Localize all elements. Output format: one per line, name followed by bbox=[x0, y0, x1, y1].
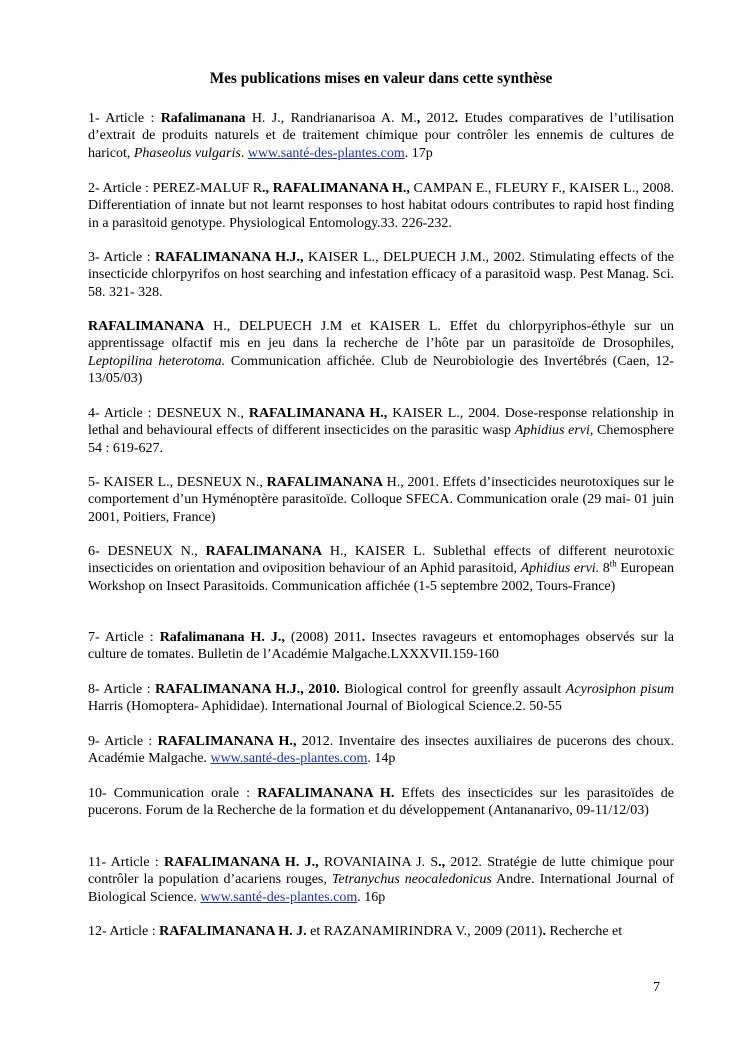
author-highlight: RAFALIMANANA H. bbox=[257, 786, 395, 801]
author-highlight: ., bbox=[262, 181, 270, 196]
author-highlight: RAFALIMANANA bbox=[88, 319, 205, 334]
entry-text: 11- Article : bbox=[88, 855, 165, 870]
entry-text: et RAZANAMIRINDRA V., 2009 (2011) bbox=[306, 924, 543, 939]
publication-entry bbox=[88, 180, 674, 232]
author-highlight: RAFALIMANANA bbox=[266, 475, 383, 490]
entry-text: 1- Article : bbox=[88, 111, 161, 126]
publication-entry bbox=[88, 249, 674, 301]
publication-entry bbox=[88, 629, 674, 664]
entry-text: KAISER L., 2004. Dose-response relationship in lethal and behavioural effects of different insecticides on the parasitic wasp bbox=[88, 406, 674, 439]
entry-text: 3- Article : bbox=[88, 250, 156, 265]
entry-text: Biological control for greenfly assault bbox=[339, 682, 566, 697]
entry-text: 6- DESNEUX N., bbox=[88, 544, 206, 559]
website-link[interactable]: www.santé-des-plantes.com bbox=[247, 145, 405, 161]
entry-text: 8- Article : bbox=[88, 682, 156, 697]
entry-text: . 14p bbox=[367, 751, 396, 767]
entry-text: 9- Article : bbox=[88, 734, 158, 749]
entry-text: ROVANIAINA J. S bbox=[318, 855, 439, 870]
entry-text: H., DELPUECH J.M et KAISER L. Effet du chlorpyriphos-éthyle sur un apprentissage olfactif mis en jeu dans la recherche de l’hôte par un parasitoïde de Drosophiles, bbox=[88, 319, 674, 352]
entry-text: . 16p bbox=[357, 889, 386, 905]
entry-text: Andre. International Journal of Biological Science. bbox=[88, 872, 674, 905]
author-highlight: ., bbox=[438, 855, 446, 870]
author-highlight: . bbox=[542, 924, 546, 939]
entry-text: 2012. Inventaire des insectes auxiliaires de pucerons des choux. Académie Malgache. bbox=[88, 734, 674, 767]
publication-entry bbox=[88, 474, 674, 526]
entry-text: . bbox=[240, 145, 248, 161]
author-highlight: . bbox=[454, 111, 459, 126]
website-link[interactable]: www.santé-des-plantes.com bbox=[210, 751, 368, 767]
entry-text: Communication affichée. Club de Neurobiologie des Invertébrés (Caen, 12-13/05/03) bbox=[88, 353, 674, 386]
publication-entry bbox=[88, 405, 674, 457]
entry-text: H., KAISER L. Sublethal effects of different neurotoxic insecticides on orientation and oviposition behaviour of an Aphid parasitoid, bbox=[88, 544, 674, 577]
author-highlight: RAFALIMANANA H. J. bbox=[159, 924, 307, 939]
species-name: Acyrosiphon pisum bbox=[565, 682, 674, 697]
entry-text: Harris (Homoptera- Aphididae). International Journal of Biological Science.2. 50-55 bbox=[88, 699, 562, 715]
entry-text: 2012 bbox=[420, 111, 455, 126]
entry-text: H., 2001. Effets d’insecticides neurotoxiques sur le comportement d’un Hyménoptère parasitoïde. Colloque SFECA. Communication orale (29 mai- 01 juin 2001, Poitiers, France) bbox=[88, 475, 675, 525]
species-name: Leptopilina heterotoma. bbox=[88, 353, 226, 369]
author-highlight: RAFALIMANANA H., bbox=[272, 181, 410, 196]
publication-entry bbox=[88, 733, 674, 768]
entry-text: European Workshop on Insect Parasitoids. Communication affichée (1-5 septembre 2002, Tours-France) bbox=[88, 561, 674, 594]
author-highlight: RAFALIMANANA bbox=[205, 544, 323, 559]
entry-text: H. J., Randrianarisoa A. M. bbox=[245, 111, 417, 126]
entry-text: Etudes comparatives de l’utilisation d’extrait de produits naturels et de traitement chimique pour contrôler les ennemis de cultures de haricot, bbox=[88, 111, 674, 161]
entry-text: (2008) 2011 bbox=[284, 630, 362, 645]
entry-text: , Chemosphere 54 : 619-627. bbox=[88, 423, 675, 456]
author-highlight: RAFALIMANANA H., bbox=[248, 406, 388, 421]
entry-text: 7- Article : bbox=[88, 630, 160, 645]
entry-text: KAISER L., DELPUECH J.M., 2002. Stimulating effects of the insecticide chlorpyrifos on host searching and infestation efficacy of a parasitoid wasp. Pest Manag. Sci. 58. 321- 328. bbox=[88, 250, 674, 300]
publication-entry bbox=[88, 681, 674, 716]
entry-text: 2012. Stratégie de lutte chimique pour contrôler la population d’acariens rouges, bbox=[88, 855, 674, 888]
entry-text: 2- Article : PEREZ-MALUF R bbox=[88, 181, 263, 196]
author-highlight: RAFALIMANANA H., bbox=[157, 734, 297, 749]
entry-text: CAMPAN E., FLEURY F., KAISER L., 2008. Differentiation of innate but not learnt responses to host habitat odours contributes to rapid host finding in a parasitoid genotype. Physiological Entomology.33. 226-232. bbox=[88, 181, 675, 231]
entry-text: . 17p bbox=[404, 145, 433, 161]
author-highlight: RAFALIMANANA H.J., 2010. bbox=[155, 682, 340, 697]
publication-entry bbox=[88, 923, 674, 940]
entry-text: 4- Article : DESNEUX N., bbox=[88, 406, 249, 421]
entry-text: Insectes ravageurs et entomophages observés sur la culture de tomates. Bulletin de l’Académie Malgache.LXXXVII.159-160 bbox=[88, 630, 674, 663]
author-highlight: Rafalimanana H. J., bbox=[159, 630, 285, 645]
species-name: Aphidius ervi. bbox=[520, 561, 600, 577]
species-name: Phaseolus vulgaris bbox=[133, 145, 241, 161]
author-highlight: RAFALIMANANA H.J., bbox=[155, 250, 304, 265]
publication-entry bbox=[88, 854, 674, 906]
author-highlight: . bbox=[361, 630, 366, 645]
species-name: Aphidius ervi bbox=[514, 423, 590, 439]
entry-text: 5- KAISER L., DESNEUX N., bbox=[88, 475, 267, 490]
species-name: Tetranychus neocaledonicus bbox=[331, 872, 492, 888]
publication-entry bbox=[88, 110, 674, 162]
author-highlight: RAFALIMANANA H. J., bbox=[164, 855, 319, 870]
ordinal-suffix: th bbox=[609, 558, 617, 569]
author-highlight: Rafalimanana bbox=[160, 111, 246, 126]
page-title: Mes publications mises en valeur dans cette synthèse bbox=[209, 70, 553, 87]
page-number: 7 bbox=[653, 980, 660, 995]
entry-text: Effets des insecticides sur les parasitoïdes de pucerons. Forum de la Recherche de la formation et du développement (Antananarivo, 09-11/12/03) bbox=[88, 786, 674, 819]
publication-entry bbox=[88, 318, 674, 387]
entry-text: Recherche et bbox=[545, 924, 623, 939]
entry-text: 8 bbox=[599, 561, 610, 577]
author-highlight: , bbox=[416, 111, 421, 126]
entry-text: 10- Communication orale : bbox=[88, 786, 258, 801]
entry-text: 12- Article : bbox=[88, 924, 160, 939]
publication-entry bbox=[88, 785, 674, 820]
publication-entry bbox=[88, 543, 674, 595]
website-link[interactable]: www.santé-des-plantes.com bbox=[200, 889, 358, 905]
